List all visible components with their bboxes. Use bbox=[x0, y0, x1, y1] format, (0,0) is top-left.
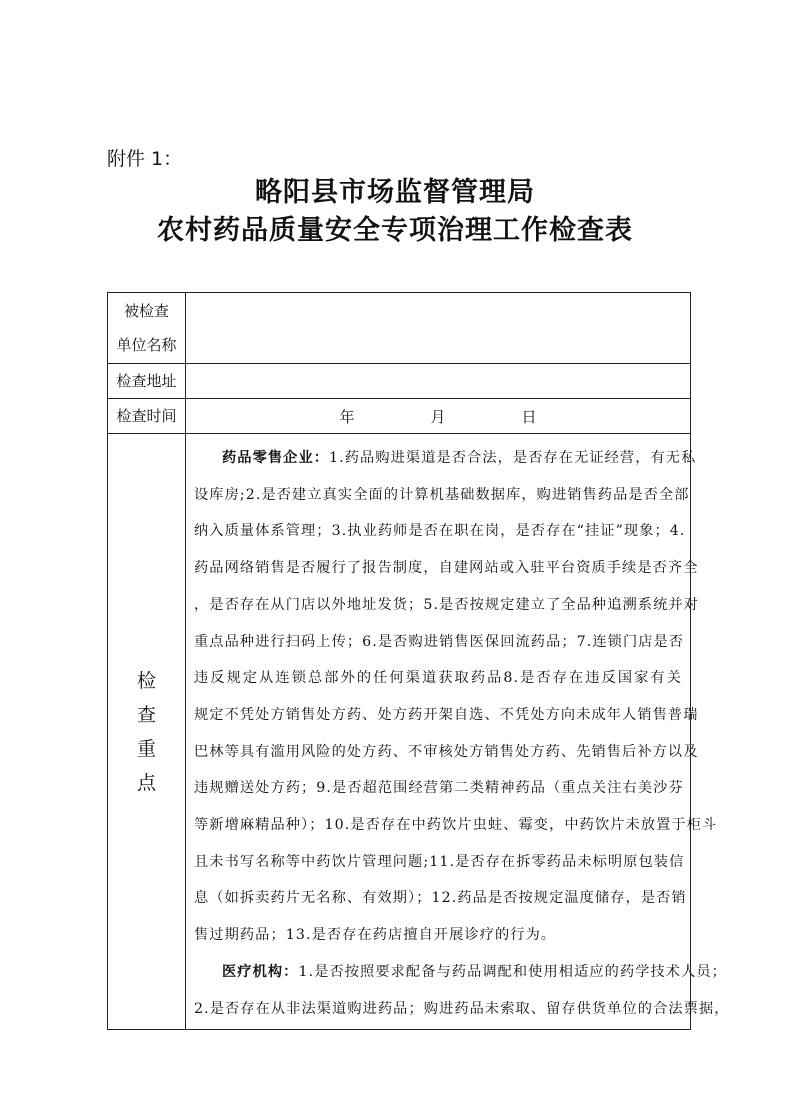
medical-line: 2.是否存在从非法渠道购进药品；购进药品未索取、留存供货单位的合法票据， bbox=[194, 1000, 730, 1017]
focus-label bbox=[108, 434, 186, 1030]
unit-name-label-line1: 被检查 bbox=[123, 302, 169, 320]
retail-line: 纳入质量体系管理；3.执业药师是否在职在岗，是否存在“挂证”现象；4. bbox=[194, 523, 686, 540]
retail-line: 重点品种进行扫码上传；6.是否购进销售医保回流药品；7.连锁门店是否 bbox=[194, 633, 685, 650]
attachment-label: 附件 1： bbox=[107, 148, 183, 170]
retail-line: ，是否存在从门店以外地址发货；5.是否按规定建立了全品种追溯系统并对 bbox=[194, 596, 699, 613]
address-label: 检查地址 bbox=[108, 364, 186, 399]
focus-label-char: 检 bbox=[136, 669, 156, 692]
retail-heading: 药品零售企业： bbox=[222, 450, 330, 466]
time-field[interactable] bbox=[186, 399, 691, 434]
retail-line: 等新增麻精品种）；10.是否存在中药饮片虫蛀、霉变，中药饮片未放置于柜斗 bbox=[194, 817, 718, 834]
retail-line: 设库房;2.是否建立真实全面的计算机基础数据库，购进销售药品是否全部 bbox=[194, 486, 690, 503]
address-field[interactable] bbox=[186, 364, 691, 399]
year-label: 年 bbox=[339, 407, 355, 426]
document-title-line1: 略阳县市场监督管理局 bbox=[255, 177, 535, 208]
unit-name-label-line2: 单位名称 bbox=[116, 336, 177, 354]
table-row-address bbox=[108, 364, 691, 399]
time-label: 检查时间 bbox=[108, 399, 186, 434]
table-row-focus bbox=[108, 434, 691, 1030]
focus-label-char: 查 bbox=[136, 703, 156, 726]
unit-name-field[interactable] bbox=[186, 293, 691, 364]
retail-line: 违反规定从连锁总部外的任何渠道获取药品8.是否存在违反国家有关 bbox=[194, 670, 682, 687]
table-row-unit bbox=[108, 293, 691, 364]
retail-line: 规定不凭处方销售处方药、处方药开架自选、不凭处方向未成年人销售普瑞 bbox=[194, 706, 699, 723]
month-label: 月 bbox=[430, 407, 446, 426]
day-label: 日 bbox=[521, 407, 537, 426]
retail-line: 药品网络销售是否履行了报告制度，自建网站或入驻平台资质手续是否齐全 bbox=[194, 560, 699, 577]
retail-line: 售过期药品；13.是否存在药店擅自开展诊疗的行为。 bbox=[194, 927, 557, 944]
unit-name-label bbox=[108, 293, 186, 364]
retail-line: 药品零售企业：1.药品购进渠道是否合法，是否存在无证经营，有无私 bbox=[222, 450, 697, 466]
retail-line: 且未书写名称等中药饮片管理问题;11.是否存在拆零药品未标明原包装信 bbox=[194, 853, 685, 870]
focus-content bbox=[186, 434, 730, 1030]
focus-label-char: 点 bbox=[136, 771, 156, 794]
retail-line: 巴林等具有滥用风险的处方药、不审核处方销售处方药、先销售后补方以及 bbox=[194, 743, 699, 760]
medical-line: 医疗机构：1.是否按照要求配备与药品调配和使用相适应的药学技术人员； bbox=[222, 963, 727, 980]
retail-line: 息（如拆卖药片无名称、有效期）；12.药品是否按规定温度储存，是否销 bbox=[194, 890, 687, 907]
focus-label-char: 重 bbox=[136, 737, 156, 760]
document-title-line2: 农村药品质量安全专项治理工作检查表 bbox=[157, 215, 633, 246]
inspection-table bbox=[107, 292, 730, 1030]
medical-heading: 医疗机构： bbox=[222, 963, 299, 980]
table-row-time bbox=[108, 399, 691, 434]
retail-line: 违规赠送处方药；9.是否超范围经营第二类精神药品（重点关注右美沙芬 bbox=[194, 780, 684, 797]
